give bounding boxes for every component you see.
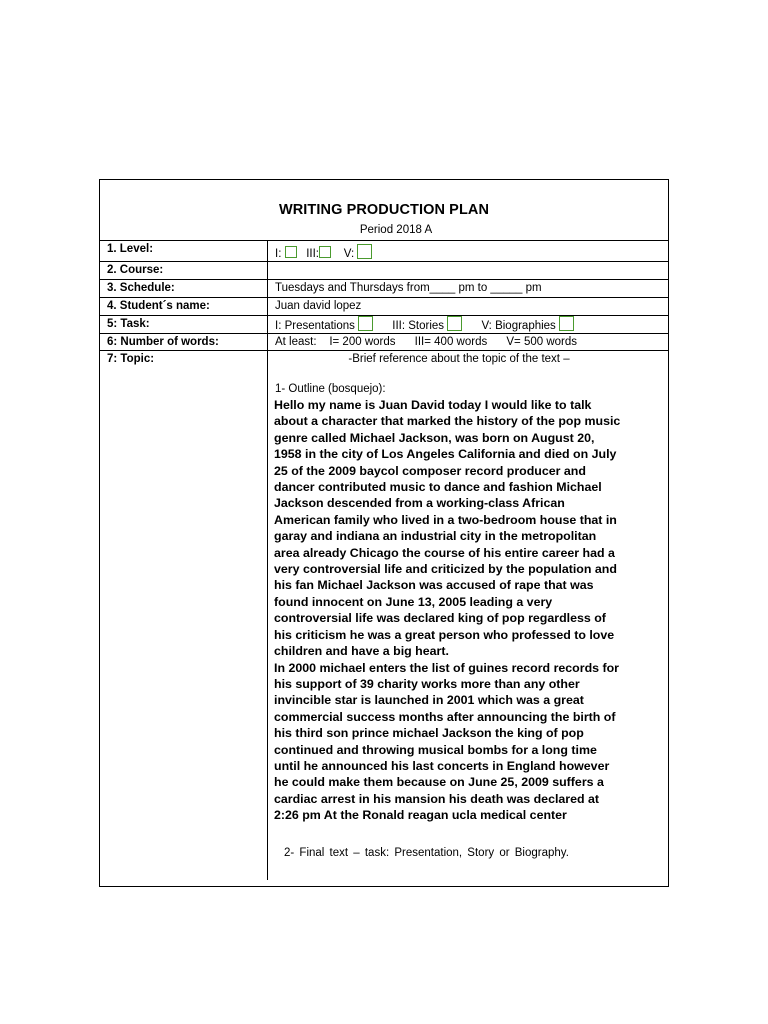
schedule-label: 3. Schedule:: [100, 280, 268, 297]
words-label: 6: Number of words:: [100, 334, 268, 350]
text-line: dancer contributed music to dance and fashion Michael: [274, 480, 602, 495]
text-line: 25 of the 2009 baycol composer record producer and: [274, 463, 586, 478]
biographies-checkbox[interactable]: [559, 316, 574, 331]
level-option-i: I:: [275, 248, 282, 260]
text-line: continued and throwing musical bombs for a long time: [274, 742, 597, 757]
text-line: about a character that marked the history of the pop music: [274, 414, 621, 429]
text-line: In 2000 michael enters the list of guines record records for: [274, 660, 619, 675]
presentations-checkbox[interactable]: [358, 316, 373, 331]
text-line: invincible star is launched in 2001 which was a great: [274, 693, 584, 708]
course-value[interactable]: [268, 262, 668, 279]
task-option-stories: III: Stories: [392, 320, 445, 332]
row-level: [100, 241, 668, 262]
form-title: WRITING PRODUCTION PLAN: [278, 202, 490, 218]
row-schedule: [100, 280, 668, 298]
text-line: he could make them because on June 25, 2009 suffers a: [274, 775, 604, 790]
level-i-checkbox[interactable]: [285, 246, 297, 258]
text-line: 1958 in the city of Los Angeles California and died on July: [274, 447, 617, 462]
text-line: his fan Michael Jackson was accused of rape that was: [274, 578, 594, 593]
text-line: his third son prince michael Jackson the king of pop: [274, 726, 584, 741]
text-line: Jackson descended from a working-class African: [274, 496, 565, 511]
text-line: his support of 39 charity works more than any other: [274, 676, 580, 691]
row-number-of-words: [100, 334, 668, 351]
row-topic: [100, 351, 668, 880]
final-text-instruction: 2- Final text – task: Presentation, Story or Biography.: [284, 847, 569, 859]
topic-brief-reference: -Brief reference about the topic of the text –: [348, 353, 570, 365]
task-label: 5: Task:: [100, 316, 268, 333]
text-line: until he announced his last concerts in England however: [274, 758, 610, 773]
row-course: [100, 262, 668, 280]
outline-label: 1- Outline (bosquejo):: [275, 383, 386, 395]
words-value: At least: I= 200 words III= 400 words V= 500 words: [275, 336, 578, 348]
text-line: Hello my name is Juan David today I would like to talk: [274, 398, 592, 412]
text-line: 2:26 pm At the Ronald reagan ucla medical center: [274, 808, 567, 823]
stories-checkbox[interactable]: [447, 316, 462, 331]
text-line: children and have a big heart.: [274, 644, 449, 659]
text-line: cardiac arrest in his mansion his death was declared at: [274, 791, 600, 806]
text-line: commercial success months after announcing the birth of: [274, 709, 616, 724]
course-label: 2. Course:: [100, 262, 268, 279]
topic-cell: [268, 351, 668, 880]
topic-body-text[interactable]: [274, 397, 669, 824]
level-iii-checkbox[interactable]: [319, 246, 331, 258]
text-line: garay and indiana an industrial city in the metropolitan: [274, 529, 597, 544]
form-period: Period 2018 A: [359, 224, 433, 236]
form-header: [100, 180, 668, 241]
text-line: found innocent on June 13, 2005 leading a very: [274, 594, 553, 609]
row-task: [100, 316, 668, 334]
text-line: controversial life was declared king of pop regardless of: [274, 611, 606, 626]
topic-label: 7: Topic:: [100, 351, 268, 880]
text-line: area already Chicago the course of his entire career had a: [274, 545, 615, 560]
task-option-presentations: I: Presentations: [275, 320, 355, 332]
student-name-value[interactable]: Juan david lopez: [275, 300, 362, 312]
level-option-v: V:: [343, 248, 355, 260]
text-line: American family who lived in a two-bedroom house that in: [274, 512, 617, 527]
level-label: 1. Level:: [100, 241, 268, 261]
student-name-label: 4. Student´s name:: [100, 298, 268, 315]
text-line: his criticism he was a great person who professed to love: [274, 627, 615, 642]
schedule-value[interactable]: Tuesdays and Thursdays from____ pm to _____ pm: [275, 282, 542, 294]
text-line: very controversial life and criticized by the population and: [274, 562, 617, 577]
task-option-biographies: V: Biographies: [481, 320, 556, 332]
level-option-iii: III:: [306, 248, 319, 260]
writing-plan-form: [99, 179, 669, 887]
level-v-checkbox[interactable]: [357, 244, 372, 259]
text-line: genre called Michael Jackson, was born on August 20,: [274, 430, 595, 445]
row-student-name: [100, 298, 668, 316]
